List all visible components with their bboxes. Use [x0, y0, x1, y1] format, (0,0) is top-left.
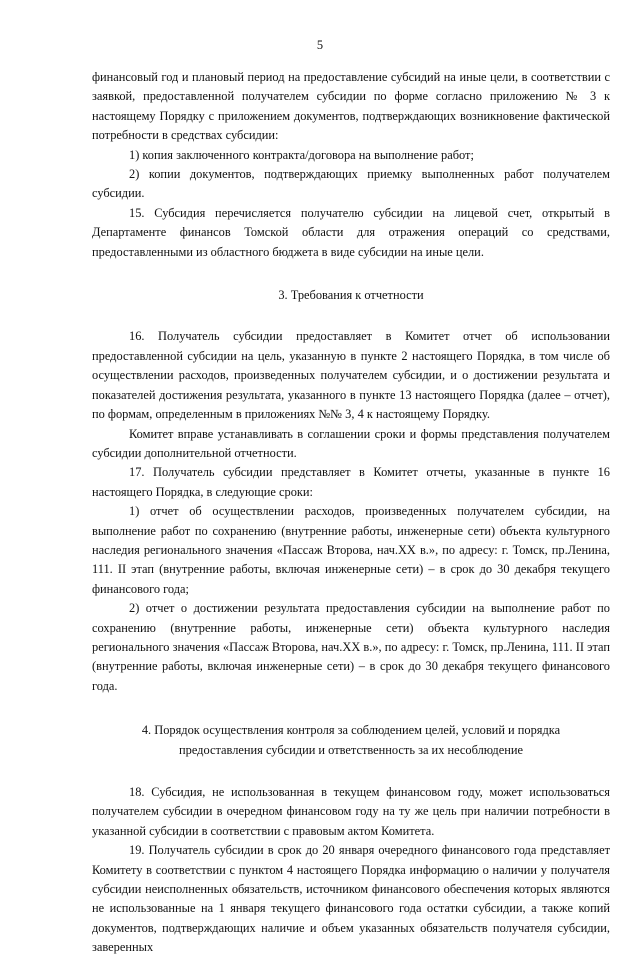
page-content	[92, 68, 610, 958]
list-item-acceptance-docs: 2) копии документов, подтверждающих приемку выполненных работ получателем субсидии.	[92, 167, 610, 201]
list-item-contract-copy: 1) копия заключенного контракта/договора на выполнение работ;	[129, 147, 474, 162]
section-4-heading-line-2: предоставления субсидии и ответственность за их несоблюдение	[179, 742, 523, 757]
paragraph-18: 18. Субсидия, не использованная в текущем финансовом году, может использоваться получателем субсидии в очередном финансовом году на ту же цель при наличии потребности в указанной субсидии в соответствии с правовым актом Комитета.	[92, 785, 610, 838]
paragraph-17: 17. Получатель субсидии представляет в Комитет отчеты, указанные в пункте 16 настоящего Порядка, в следующие сроки:	[92, 465, 610, 499]
paragraph-16: 16. Получатель субсидии предоставляет в Комитет отчет об использовании предоставленной субсидии на цель, указанную в пункте 2 настоящего Порядка, в том числе об осуществлении расходов, произведенных получателем субсидии, и о достижении результата и показателей достижения результата, указанного в пункте 13 настоящего Порядка (далее – отчет), по формам, определенным в приложениях №№ 3, 4 к настоящему Порядку.	[92, 329, 610, 422]
paragraph-committee-rights: Комитет вправе устанавливать в соглашении сроки и формы представления получателем субсидии дополнительной отчетности.	[92, 426, 610, 460]
section-3-heading: 3. Требования к отчетности	[278, 288, 424, 303]
section-4-heading-line-1: 4. Порядок осуществления контроля за соблюдением целей, условий и порядка	[141, 723, 561, 738]
page-number: 5	[316, 38, 324, 52]
list-item-result-report: 2) отчет о достижении результата предоставления субсидии на выполнение работ по сохранению (внутренние работы, инженерные сети) объекта культурного наследия регионального значения «Пассаж Второва, нач.XX в.», по адресу: г. Томск, пр.Ленина, 111. II этап (внутренние работы, включая инженерные сети) – в срок до 30 декабря текущего финансового года.	[92, 601, 610, 693]
section-4-heading	[92, 721, 610, 760]
paragraph-continued: финансовый год и плановый период на предоставление субсидий на иные цели, в соответствии с заявкой, предоставленной получателем субсидии по форме согласно приложению № 3 к настоящему Порядку с приложением документов, подтверждающих возникновение фактической потребности в средствах субсидии:	[92, 70, 610, 143]
list-item-expense-report: 1) отчет об осуществлении расходов, произведенных получателем субсидии, на выполнение работ по сохранению (внутренние работы, инженерные сети) объекта культурного наследия регионального значения «Пассаж Второва, нач.XX в.», по адресу: г. Томск, пр.Ленина, 111. II этап (внутренние работы, включая инженерные сети) – в срок до 30 декабря текущего финансового года;	[92, 504, 610, 596]
paragraph-15: 15. Субсидия перечисляется получателю субсидии на лицевой счет, открытый в Департаменте финансов Томской области для отражения операций со средствами, предоставленными из областного бюджета в виде субсидии на иные цели.	[92, 205, 610, 259]
paragraph-19: 19. Получатель субсидии в срок до 20 января очередного финансового года представляет Комитету в соответствии с пунктом 4 настоящего Порядка информацию о наличии у получателя субсидии неисполненных обязательств, источником финансового обеспечения которых являются не использованные на 1 января текущего финансового года остатки субсидии, а также копий документов, подтверждающих наличие и объем указанных обязательств получателя субсидии, заверенных	[92, 843, 610, 955]
